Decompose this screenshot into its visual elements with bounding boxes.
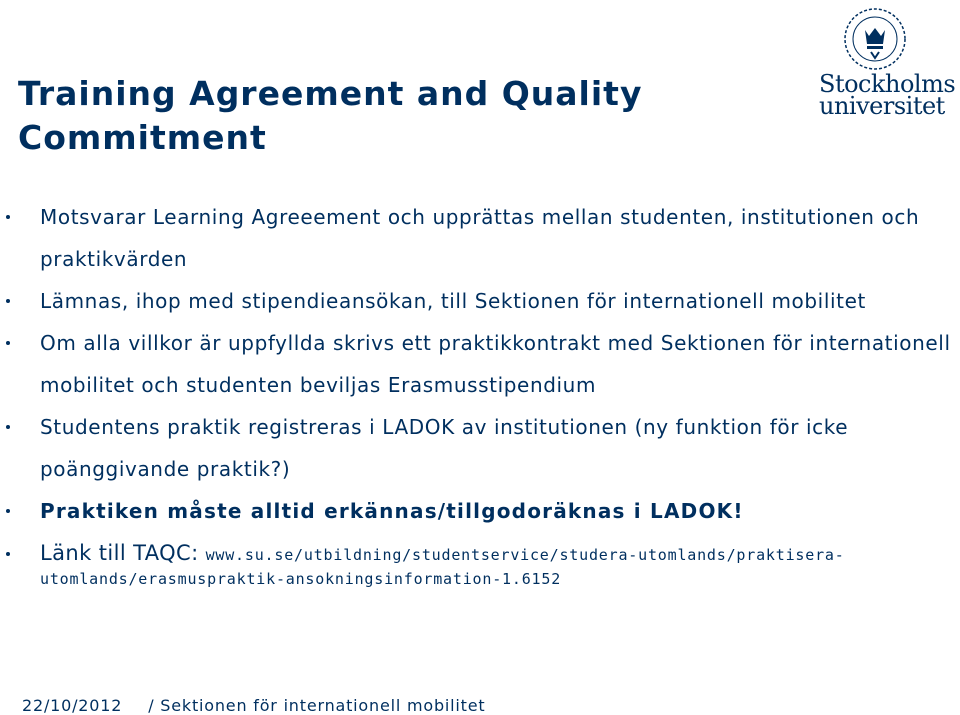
bullet-text: Praktiken måste alltid erkännas/tillgodoräknas i LADOK! [40, 499, 744, 523]
bullet-text: Studentens praktik registreras i LADOK av institutionen (ny funktion för icke poänggivande praktik?) [40, 415, 849, 481]
bullet-item [0, 406, 960, 490]
slide-title: Training Agreement and Quality Commitment [18, 74, 643, 157]
bullet-icon [6, 552, 10, 556]
bullet-text: Om alla villkor är uppfyllda skrivs ett praktikkontrakt med Sektionen för internationell mobilitet och studenten beviljas Erasmusstipendium [40, 331, 951, 397]
logo-text-line2: universitet [819, 92, 945, 120]
bullet-item-emphasis [0, 490, 960, 532]
bullet-icon [6, 215, 10, 219]
bullet-item [0, 196, 960, 280]
footer-section: / Sektionen för internationell mobilitet [148, 696, 486, 715]
footer-date: 22/10/2012 [22, 696, 123, 715]
logo-text-line1: Stockholms [819, 70, 956, 98]
bullet-text: Motsvarar Learning Agreeement och upprättas mellan studenten, institutionen och praktikvärden [40, 205, 920, 271]
bullet-icon [6, 341, 10, 345]
slide-footer [22, 696, 511, 715]
bullet-item [0, 280, 960, 322]
bullet-text: Lämnas, ihop med stipendieansökan, till Sektionen för internationell mobilitet [40, 289, 866, 313]
crown-seal-icon [839, 6, 911, 72]
bullet-icon [6, 425, 10, 429]
bullet-icon [6, 299, 10, 303]
bullet-item [0, 322, 960, 406]
bullet-list [0, 196, 960, 590]
bullet-icon [6, 509, 10, 513]
university-logo [815, 6, 955, 118]
link-lead: Länk till TAQC: [40, 541, 199, 565]
taqc-link[interactable]: www.su.se/utbildning/studentservice/studera-utomlands/praktisera-utomlands/erasmuspraktik-ansokningsinformation-1.6152 [40, 546, 845, 588]
bullet-item-link [0, 532, 960, 590]
